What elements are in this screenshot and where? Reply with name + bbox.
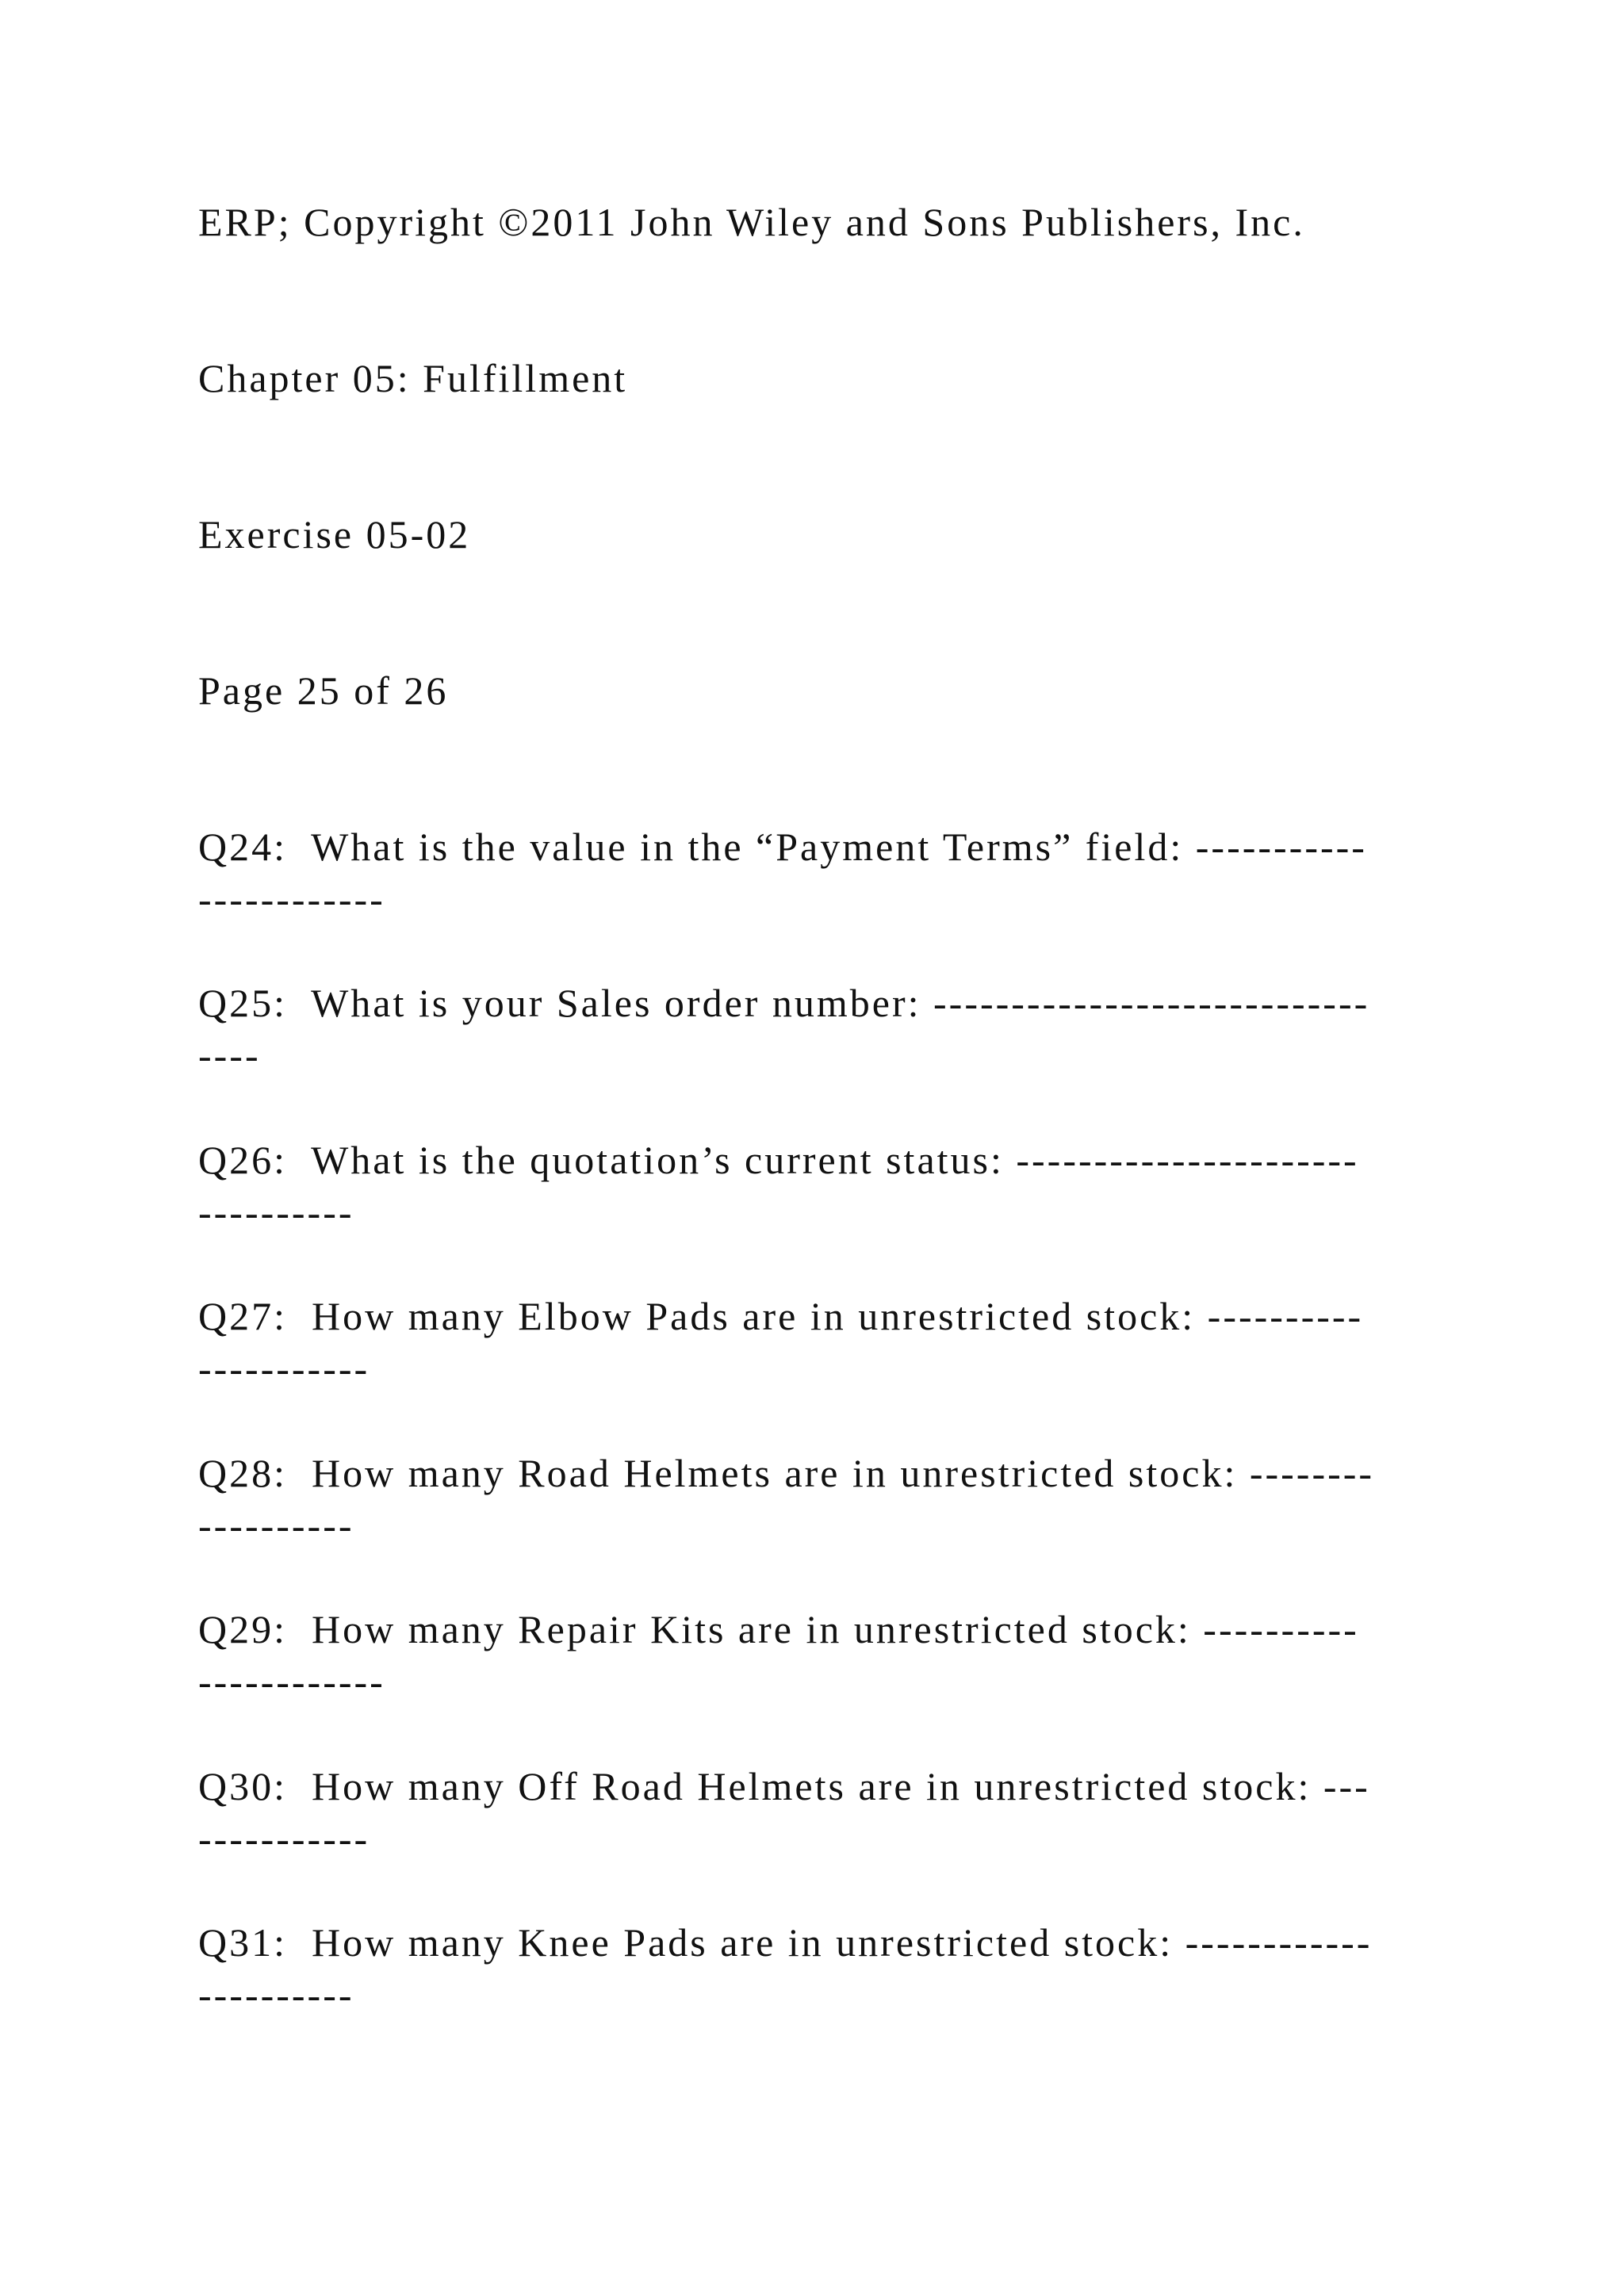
question-text: Q26: What is the quotation’s current status: ---------------------- <box>198 1138 1359 1182</box>
answer-blank: ----------- <box>198 1816 370 1861</box>
question-q29 <box>198 1603 1359 1708</box>
answer-blank: ---------- <box>198 1973 354 2017</box>
page-number: Page 25 of 26 <box>198 668 449 713</box>
question-text: Q28: How many Road Helmets are in unrestricted stock: -------- <box>198 1451 1375 1495</box>
answer-blank: ----------- <box>198 1346 370 1391</box>
question-q26 <box>198 1134 1359 1238</box>
question-text: Q24: What is the value in the “Payment Terms” field: ----------- <box>198 825 1367 869</box>
answer-blank: ---------- <box>198 1190 354 1234</box>
chapter-title: Chapter 05: Fulfillment <box>198 356 628 400</box>
question-q24 <box>198 821 1367 925</box>
question-q27 <box>198 1290 1363 1395</box>
answer-blank: ------------ <box>198 877 385 921</box>
question-text: Q31: How many Knee Pads are in unrestricted stock: ------------ <box>198 1920 1373 1965</box>
answer-blank: ---- <box>198 1033 261 1077</box>
question-q28 <box>198 1447 1374 1552</box>
answer-blank: ------------ <box>198 1659 385 1704</box>
copyright-line: ERP; Copyright ©2011 John Wiley and Sons Publishers, Inc. <box>198 200 1305 244</box>
answer-blank: ---------- <box>198 1503 354 1548</box>
question-text: Q29: How many Repair Kits are in unrestricted stock: ---------- <box>198 1607 1359 1651</box>
question-text: Q25: What is your Sales order number: ---------------------------- <box>198 981 1370 1025</box>
exercise-title: Exercise 05-02 <box>198 512 471 557</box>
question-text: Q30: How many Off Road Helmets are in unrestricted stock: --- <box>198 1764 1370 1808</box>
question-q25 <box>198 977 1369 1081</box>
question-q31 <box>198 1916 1372 2021</box>
question-q30 <box>198 1760 1370 1865</box>
question-text: Q27: How many Elbow Pads are in unrestricted stock: ---------- <box>198 1294 1364 1338</box>
